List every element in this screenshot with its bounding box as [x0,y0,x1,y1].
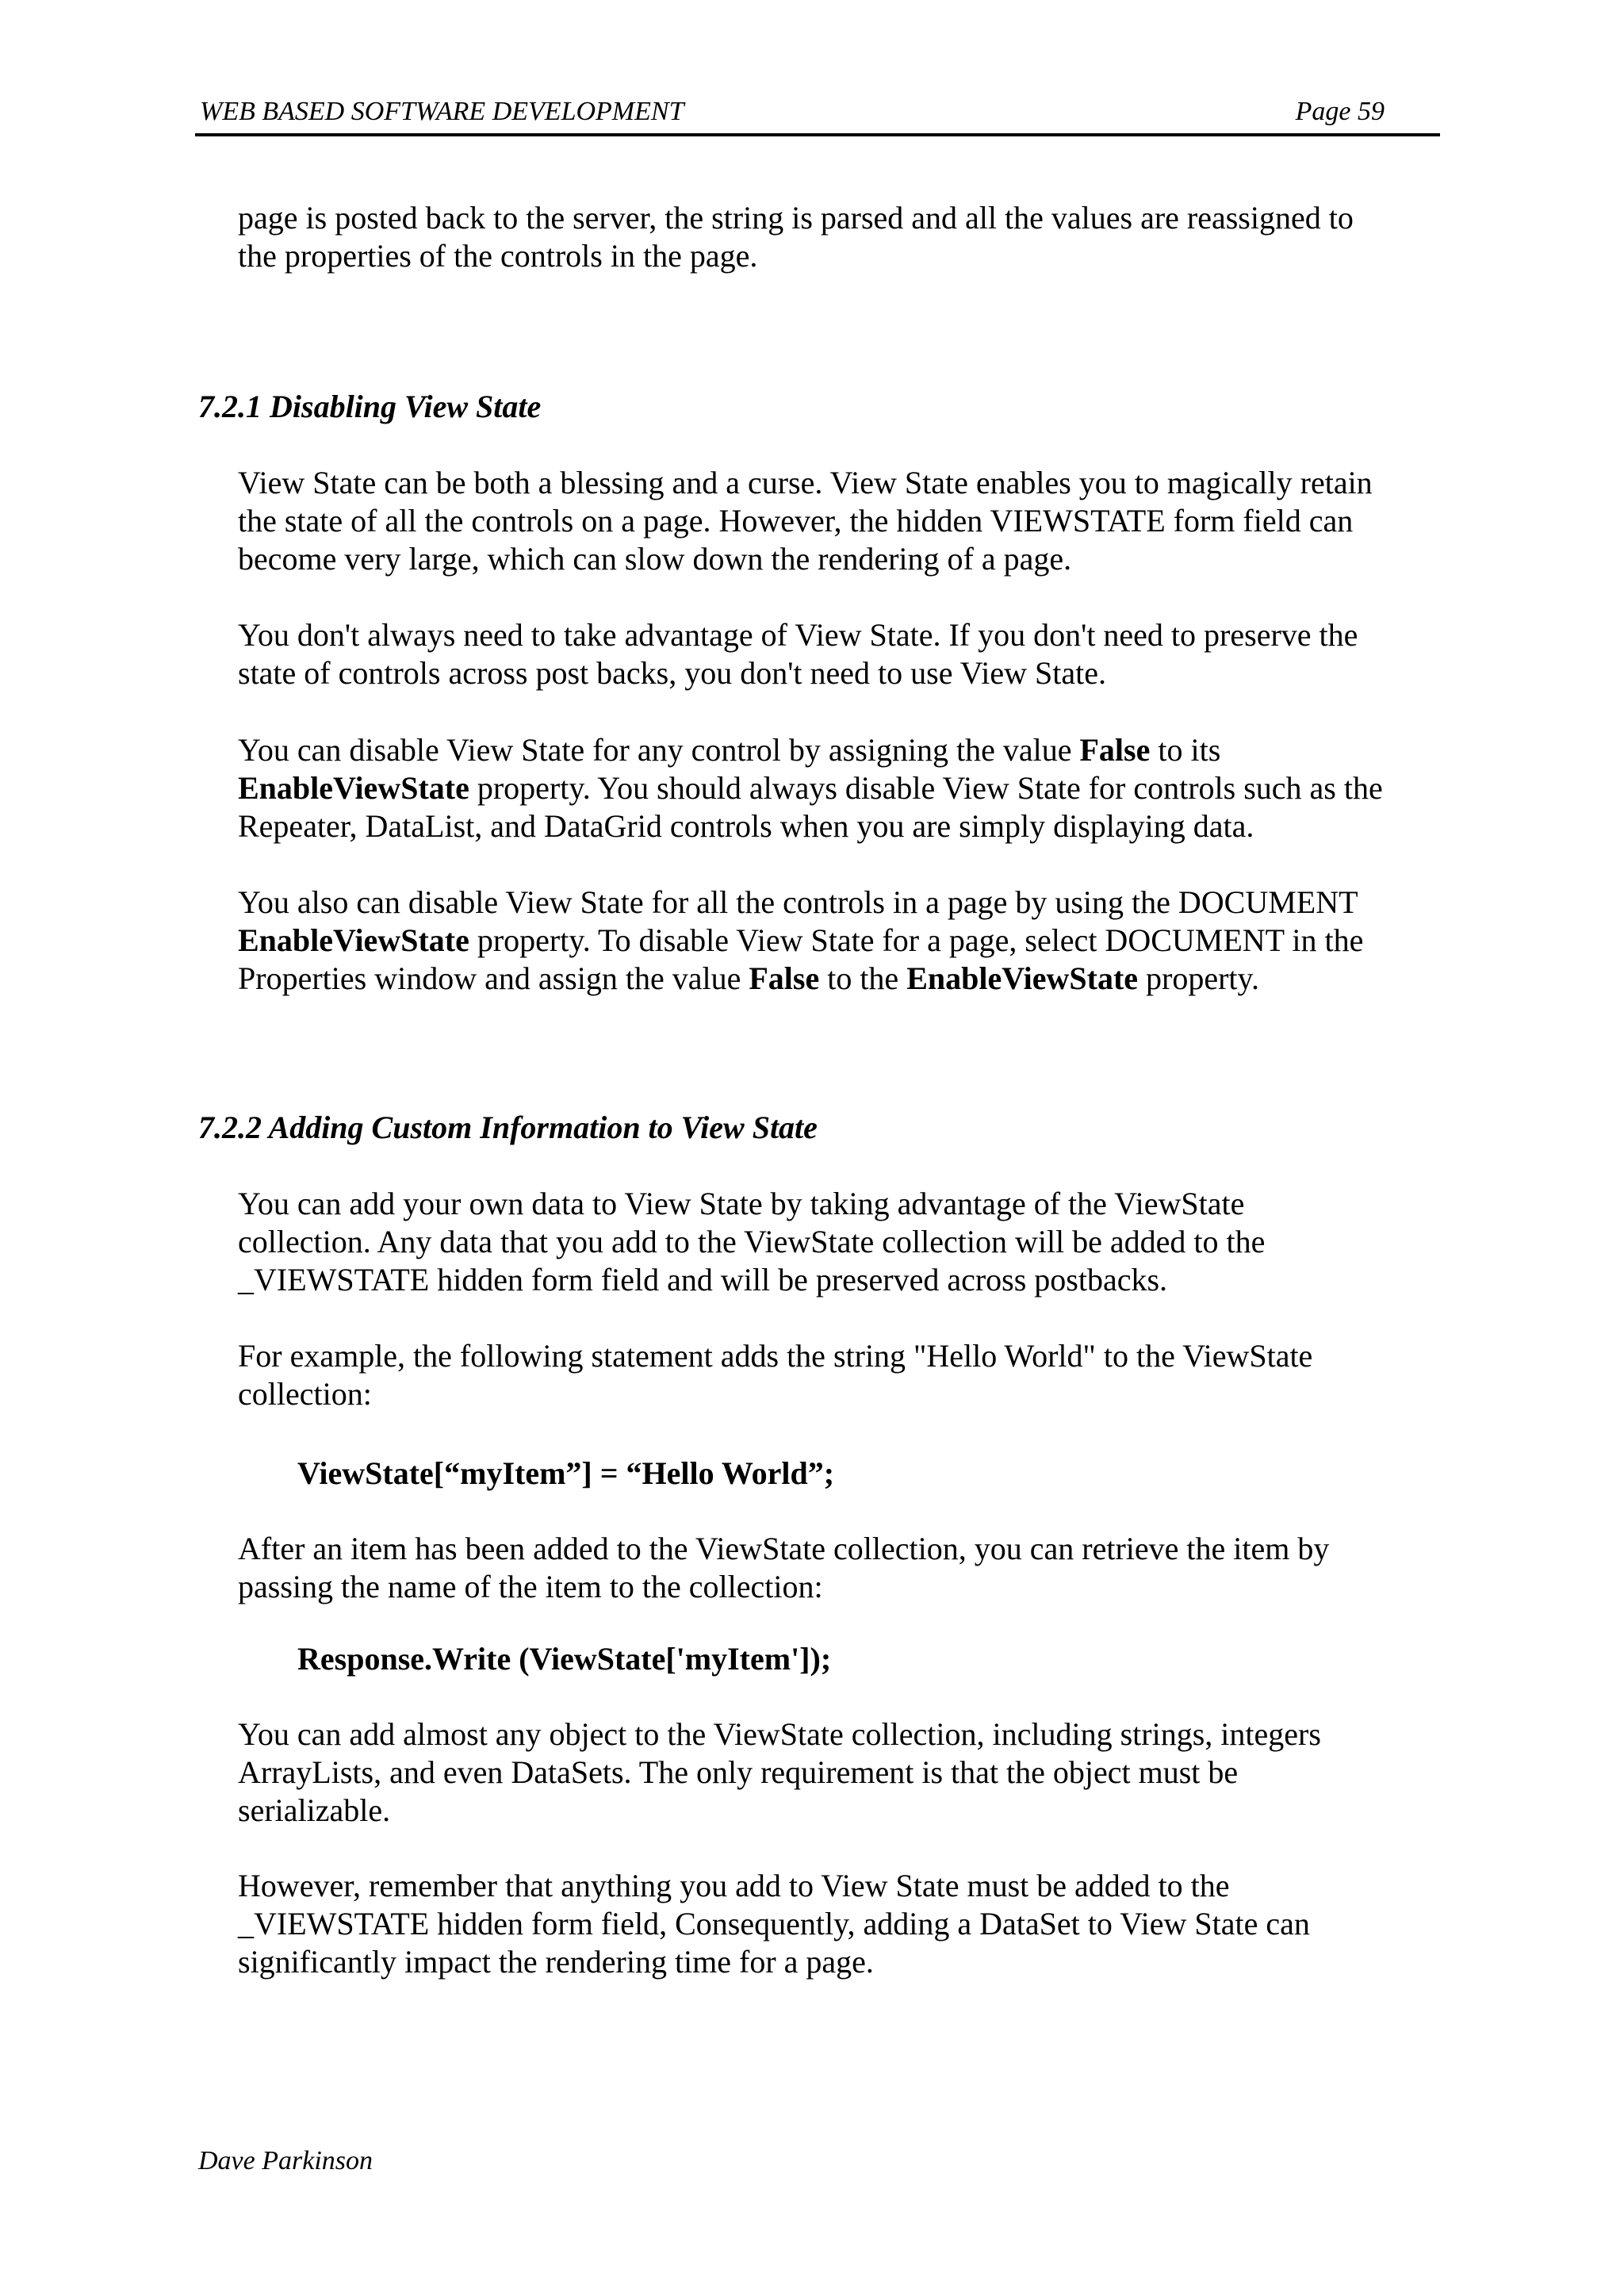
section-heading-adding-custom-information: 7.2.2 Adding Custom Information to View State [198,1110,818,1145]
text-run: to the [819,960,907,996]
paragraph-line: passing the name of the item to the collection: [238,1569,823,1604]
paragraph-line: You also can disable View State for all the controls in a page by using the DOCUMENT [238,884,1358,920]
paragraph-line: For example, the following statement adds the string "Hello World" to the ViewState [238,1338,1313,1374]
text-run: property. You should always disable View State for controls such as the [469,770,1383,806]
paragraph-line: become very large, which can slow down the rendering of a page. [238,541,1072,577]
paragraph [238,1185,1265,1299]
paragraph-line: ArrayLists, and even DataSets. The only requirement is that the object must be [238,1754,1239,1790]
paragraph-line: _VIEWSTATE hidden form field, Consequently, adding a DataSet to View State can [238,1906,1310,1941]
page-footer-author: Dave Parkinson [198,2146,373,2175]
paragraph [238,1337,1312,1413]
paragraph-line: You can add almost any object to the ViewState collection, including strings, integers [238,1716,1321,1752]
page-header [195,94,1440,136]
paragraph-line: _VIEWSTATE hidden form field and will be preserved across postbacks. [238,1262,1168,1297]
text-run: to its [1150,732,1221,768]
paragraph-line: You can add your own data to View State by taking advantage of the ViewState [238,1186,1245,1221]
paragraph-line: After an item has been added to the ViewState collection, you can retrieve the item by [238,1531,1330,1566]
paragraph-line [238,731,1383,769]
paragraph [238,464,1373,578]
paragraph-line [238,960,1363,998]
paragraph [238,731,1383,845]
text-run: Properties window and assign the value [238,960,749,996]
intro-paragraph [238,199,1354,275]
bold-term: False [1079,732,1151,768]
paragraph-line: page is posted back to the server, the string is parsed and all the values are reassigned to [238,200,1354,236]
bold-term: EnableViewState [238,922,469,958]
paragraph [238,1715,1321,1830]
paragraph-line: You don't always need to take advantage of View State. If you don't need to preserve the [238,617,1358,653]
paragraph-line: serializable. [238,1792,391,1828]
bold-term: EnableViewState [238,770,469,806]
paragraph-line: However, remember that anything you add to View State must be added to the [238,1868,1230,1903]
paragraph-line: Repeater, DataList, and DataGrid controls when you are simply displaying data. [238,808,1254,844]
paragraph-line [238,922,1363,960]
bold-term: EnableViewState [906,960,1139,996]
code-statement: ViewState[“myItem”] = “Hello World”; [297,1455,835,1491]
code-statement: Response.Write (ViewState['myItem']); [297,1641,832,1677]
paragraph-line: significantly impact the rendering time for a page. [238,1944,874,1980]
paragraph-line: collection: [238,1376,372,1412]
text-run: property. To disable View State for a page, select DOCUMENT in the [469,922,1364,958]
document-title: WEB BASED SOFTWARE DEVELOPMENT [200,97,684,126]
paragraph-line: the state of all the controls on a page. However, the hidden VIEWSTATE form field can [238,503,1354,539]
paragraph [238,616,1358,692]
paragraph [238,884,1363,998]
paragraph-line [238,769,1383,807]
text-run: You can disable View State for any control by assigning the value [238,732,1080,768]
page-number: Page 59 [1295,97,1385,126]
paragraph [238,1530,1329,1606]
paragraph-line: View State can be both a blessing and a curse. View State enables you to magically retain [238,465,1373,500]
paragraph-line: collection. Any data that you add to the ViewState collection will be added to the [238,1224,1266,1259]
paragraph-line: state of controls across post backs, you don't need to use View State. [238,655,1106,691]
section-heading-disabling-view-state: 7.2.1 Disabling View State [198,389,542,424]
bold-term: False [749,960,820,996]
text-run: property. [1138,960,1259,996]
paragraph [238,1867,1310,1981]
paragraph-line: the properties of the controls in the page. [238,238,758,274]
